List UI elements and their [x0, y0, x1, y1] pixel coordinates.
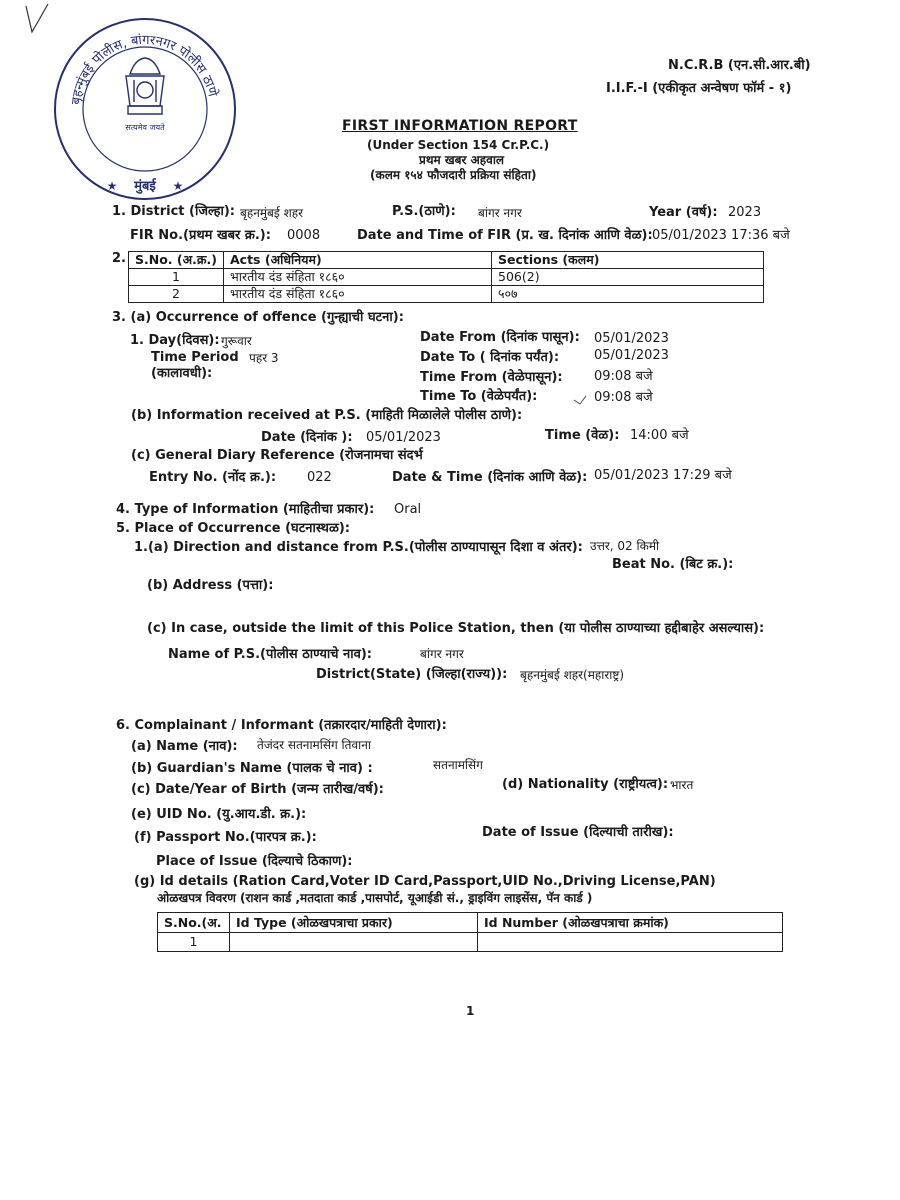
report-subtitle-section: (कलम १५४ फौजदारी प्रक्रिया संहिता)	[370, 168, 537, 182]
info-time-value: 14:00 बजे	[630, 428, 689, 443]
column-header: Id Number (ओळखपत्राचा क्रमांक)	[478, 913, 783, 933]
table-cell	[478, 933, 783, 952]
tick-mark-icon	[22, 2, 52, 36]
info-type-label: 4. Type of Information (माहितीचा प्रकार):	[116, 502, 375, 517]
year-label: Year (वर्ष):	[649, 205, 718, 220]
date-of-issue-label: Date of Issue (दिल्याची तारीख):	[482, 825, 674, 840]
id-details-label: (g) Id details (Ration Card,Voter ID Card,Passport,UID No.,Driving License,PAN)	[134, 874, 716, 889]
table-cell: भारतीय दंड संहिता १८६०	[224, 269, 492, 286]
district-state-value: बृहनमुंबई शहर(महाराष्ट्र)	[520, 668, 625, 682]
info-type-value: Oral	[394, 502, 422, 517]
report-subtitle: (Under Section 154 Cr.P.C.)	[367, 138, 550, 152]
ps-label: P.S.(ठाणे):	[392, 204, 456, 219]
iif-label: I.I.F.-I (एकीकृत अन्वेषण फॉर्म - १)	[606, 81, 792, 96]
info-time-label: Time (वेळ):	[545, 428, 620, 443]
beat-no-label: Beat No. (बिट क्र.):	[612, 557, 734, 572]
ps-name-value: बांगर नगर	[420, 647, 464, 661]
seal-city: मुंबई	[134, 179, 156, 194]
entry-no-label: Entry No. (नोंद क्र.):	[149, 470, 277, 485]
time-to-label: Time To (वेळेपर्यंत):	[420, 389, 538, 404]
column-header: Sections (कलम)	[492, 252, 764, 269]
date-to-label: Date To ( दिनांक पर्यंत):	[420, 350, 560, 365]
direction-distance-label: 1.(a) Direction and distance from P.S.(पोलीस ठाण्यापासून दिशा व अंतर):	[134, 540, 583, 555]
table-cell	[230, 933, 478, 952]
section-2-number: 2.	[112, 251, 126, 266]
time-from-label: Time From (वेळेपासून):	[420, 370, 563, 385]
diary-datetime-label: Date & Time (दिनांक आणि वेळ):	[392, 470, 588, 485]
uid-label: (e) UID No. (यु.आय.डी. क्र.):	[131, 807, 307, 822]
day-label: 1. Day(दिवस):	[130, 333, 220, 348]
date-to-value: 05/01/2023	[594, 348, 669, 363]
day-value: गुरूवार	[221, 334, 252, 348]
time-period-label-marathi: (कालावधी):	[151, 366, 213, 381]
guardian-name-label: (b) Guardian's Name (पालक चे नाव) :	[131, 761, 373, 776]
year-value: 2023	[728, 205, 762, 220]
table-row	[129, 286, 764, 303]
page-number: 1	[466, 1004, 475, 1018]
guardian-name-value: सतनामसिंग	[433, 758, 483, 772]
id-details-table	[157, 912, 783, 952]
ps-name-label: Name of P.S.(पोलीस ठाण्याचे नाव):	[168, 647, 372, 662]
table-cell: 506(2)	[492, 269, 764, 286]
id-details-label-marathi: ओळखपत्र विवरण (राशन कार्ड ,मतदाता कार्ड ,पासपोर्ट, यूआईडी सं., ड्राइविंग लाइसेंस, पॅन कार्ड )	[157, 891, 593, 905]
column-header: Id Type (ओळखपत्राचा प्रकार)	[230, 913, 478, 933]
id-table-header	[158, 913, 783, 933]
acts-table	[128, 251, 764, 303]
general-diary-label: (c) General Diary Reference (रोजनामचा संदर्भ	[131, 448, 423, 463]
report-subtitle-marathi: प्रथम खबर अहवाल	[419, 153, 505, 167]
entry-no-value: 022	[307, 470, 332, 485]
table-cell: 1	[158, 933, 230, 952]
complainant-label: 6. Complainant / Informant (तक्रारदार/माहिती देणारा):	[116, 718, 447, 733]
date-from-value: 05/01/2023	[594, 331, 669, 346]
outside-limit-label: (c) In case, outside the limit of this Police Station, then (या पोलीस ठाण्याच्या हद्दीबाहेर असल्यास):	[147, 621, 765, 636]
time-from-value: 09:08 बजे	[594, 369, 653, 384]
complainant-name-label: (a) Name (नाव):	[131, 739, 238, 754]
table-cell: 1	[129, 269, 224, 286]
nationality-label: (d) Nationality (राष्ट्रीयत्व):	[502, 777, 669, 792]
column-header: S.No. (अ.क्र.)	[129, 252, 224, 269]
fir-datetime-value: 05/01/2023 17:36 बजे	[652, 228, 790, 243]
time-to-value: 09:08 बजे	[594, 390, 653, 405]
time-period-label: Time Period	[151, 350, 239, 365]
district-state-label: District(State) (जिल्हा(राज्य)):	[316, 667, 508, 682]
star-icon: ★	[172, 179, 184, 193]
info-received-label: (b) Information received at P.S. (माहिती मिळालेले पोलीस ठाणे):	[131, 408, 523, 423]
ps-value: बांगर नगर	[478, 206, 522, 220]
place-of-issue-label: Place of Issue (दिल्याचे ठिकाण):	[156, 854, 353, 869]
fir-datetime-label: Date and Time of FIR (प्र. ख. दिनांक आणि वेळ):	[357, 228, 653, 243]
passport-label: (f) Passport No.(पारपत्र क्र.):	[134, 830, 317, 845]
table-cell: ५०७	[492, 286, 764, 303]
pen-mark	[572, 392, 592, 408]
info-date-label: Date (दिनांक ):	[261, 430, 353, 445]
svg-text:बृहन्मुंबई पोलीस, बांगरनगर पोल	[69, 33, 221, 106]
district-label: 1. District (जिल्हा):	[112, 204, 235, 219]
table-row	[158, 933, 783, 952]
fir-no-label: FIR No.(प्रथम खबर क्र.):	[130, 228, 271, 243]
column-header: Acts (अधिनियम)	[224, 252, 492, 269]
table-row	[129, 269, 764, 286]
date-from-label: Date From (दिनांक पासून):	[420, 330, 580, 345]
ncrb-label: N.C.R.B (एन.सी.आर.बी)	[668, 58, 811, 73]
dob-label: (c) Date/Year of Birth (जन्म तारीख/वर्ष):	[131, 782, 384, 797]
seal-motto: सत्यमेव जयते	[125, 123, 165, 132]
column-header: S.No.(अ.	[158, 913, 230, 933]
table-cell: 2	[129, 286, 224, 303]
info-date-value: 05/01/2023	[366, 430, 441, 445]
direction-distance-value: उत्तर, 02 किमी	[590, 539, 660, 553]
acts-table-header	[129, 252, 764, 269]
fir-no-value: 0008	[287, 228, 321, 243]
occurrence-label: 3. (a) Occurrence of offence (गुन्ह्याची घटना):	[112, 310, 404, 325]
police-seal-stamp	[50, 14, 240, 204]
address-label: (b) Address (पत्ता):	[147, 578, 274, 593]
table-cell: भारतीय दंड संहिता १८६०	[224, 286, 492, 303]
diary-datetime-value: 05/01/2023 17:29 बजे	[594, 468, 732, 483]
complainant-name-value: तेजंदर सतनामसिंग तिवाना	[257, 738, 372, 752]
seal-arc-text: बृहन्मुंबई पोलीस, बांगरनगर पोलीस ठाणे	[69, 32, 220, 106]
district-value: बृहनमुंबई शहर	[240, 206, 304, 220]
star-icon: ★	[106, 179, 118, 193]
report-title: FIRST INFORMATION REPORT	[342, 118, 578, 134]
time-period-value: पहर 3	[249, 351, 279, 365]
nationality-value: भारत	[670, 778, 694, 792]
place-of-occurrence-label: 5. Place of Occurrence (घटनास्थळ):	[116, 521, 350, 536]
